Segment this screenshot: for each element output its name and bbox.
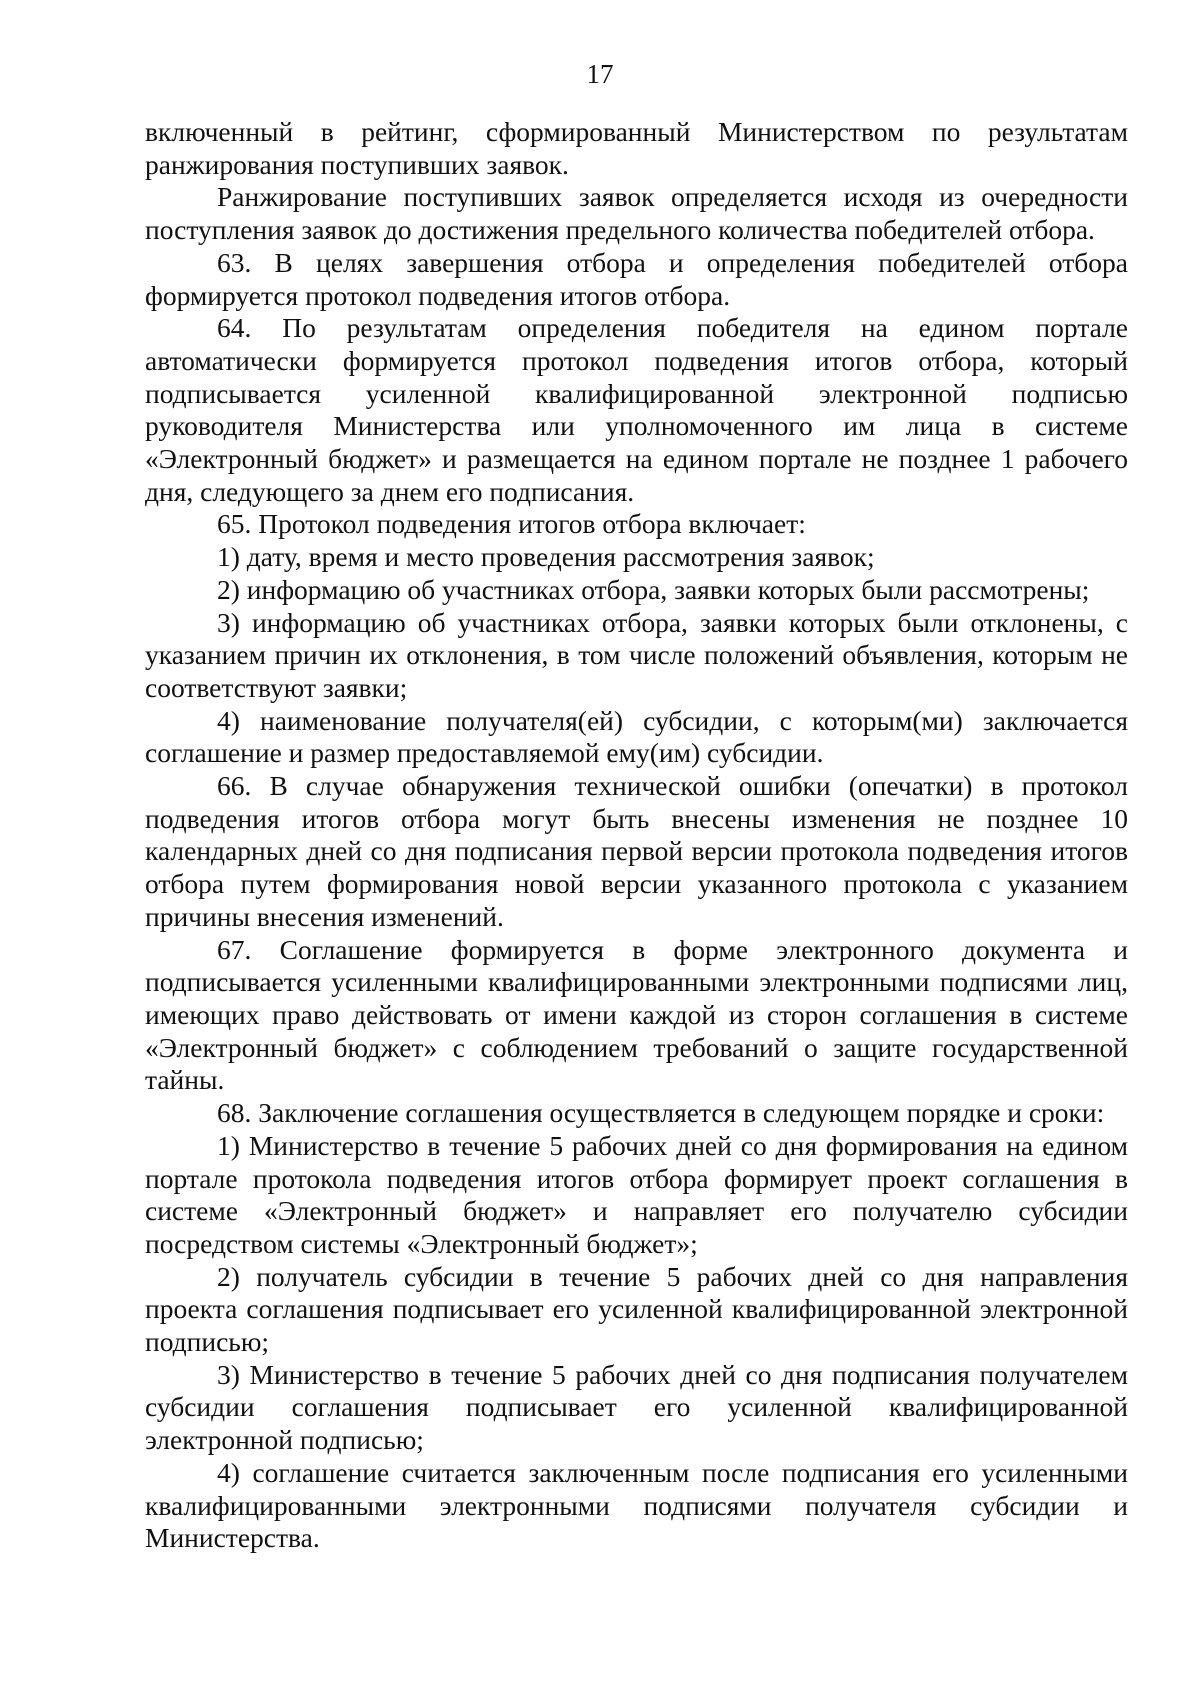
document-body — [145, 116, 1128, 1555]
page-number: 17 — [586, 59, 614, 89]
paragraph-63: 63. В целях завершения отбора и определения победителей отбора формируется протокол подведения итогов отбора. — [145, 246, 1128, 311]
paragraph-65-item-1: 1) дату, время и место проведения рассмотрения заявок; — [217, 541, 875, 573]
paragraph-68-item-2: 2) получатель субсидии в течение 5 рабочих дней со дня направления проекта соглашения подписывает его усиленной квалифицированной электронной подписью; — [145, 1260, 1128, 1358]
paragraph-65-item-2: 2) информацию об участниках отбора, заявки которых были рассмотрены; — [217, 573, 1090, 605]
paragraph-68: 68. Заключение соглашения осуществляется в следующем порядке и сроки: — [217, 1097, 1105, 1129]
paragraph-68-item-3: 3) Министерство в течение 5 рабочих дней со дня подписания получателем субсидии соглашения подписывает его усиленной квалифицированной электронной подписью; — [145, 1358, 1128, 1456]
paragraph-continuation: включенный в рейтинг, сформированный Министерством по результатам ранжирования поступивших заявок. — [145, 116, 1128, 180]
paragraph-65: 65. Протокол подведения итогов отбора включает: — [217, 508, 806, 540]
paragraph-68-item-4: 4) соглашение считается заключенным после подписания его усиленными квалифицированными электронными подписями получателя субсидии и Министерства. — [145, 1456, 1128, 1554]
paragraph-64: 64. По результатам определения победителя на едином портале автоматически формируется протокол подведения итогов отбора, который подписывается усиленной квалифицированной электронной подписью руководителя Министерства или уполномоченного им лица в системе «Электронный бюджет» и размещается на едином портале не позднее 1 рабочего дня, следующего за днем его подписания. — [145, 312, 1128, 507]
paragraph-67: 67. Соглашение формируется в форме электронного документа и подписывается усиленными квалифицированными электронными подписями лиц, имеющих право действовать от имени каждой из сторон соглашения в системе «Электронный бюджет» с соблюдением требований о защите государственной тайны. — [145, 933, 1128, 1096]
paragraph-65-item-3: 3) информацию об участниках отбора, заявки которых были отклонены, с указанием причин их отклонения, в том числе положений объявления, которым не соответствуют заявки; — [145, 606, 1128, 703]
paragraph-66: 66. В случае обнаружения технической ошибки (опечатки) в протокол подведения итогов отбора могут быть внесены изменения не позднее 10 календарных дней со дня подписания первой версии протокола подведения итогов отбора путем формирования новой версии указанного протокола с указанием причины внесения изменений. — [145, 770, 1128, 932]
paragraph-65-item-4: 4) наименование получателя(ей) субсидии, с которым(ми) заключается соглашение и размер предоставляемой ему(им) субсидии. — [145, 704, 1128, 769]
paragraph-ranking: Ранжирование поступивших заявок определяется исходя из очередности поступления заявок до достижения предельного количества победителей отбора. — [145, 181, 1128, 246]
paragraph-68-item-1: 1) Министерство в течение 5 рабочих дней со дня формирования на едином портале протокола подведения итогов отбора формирует проект соглашения в системе «Электронный бюджет» и направляет его получателю субсидии посредством системы «Электронный бюджет»; — [145, 1129, 1128, 1259]
